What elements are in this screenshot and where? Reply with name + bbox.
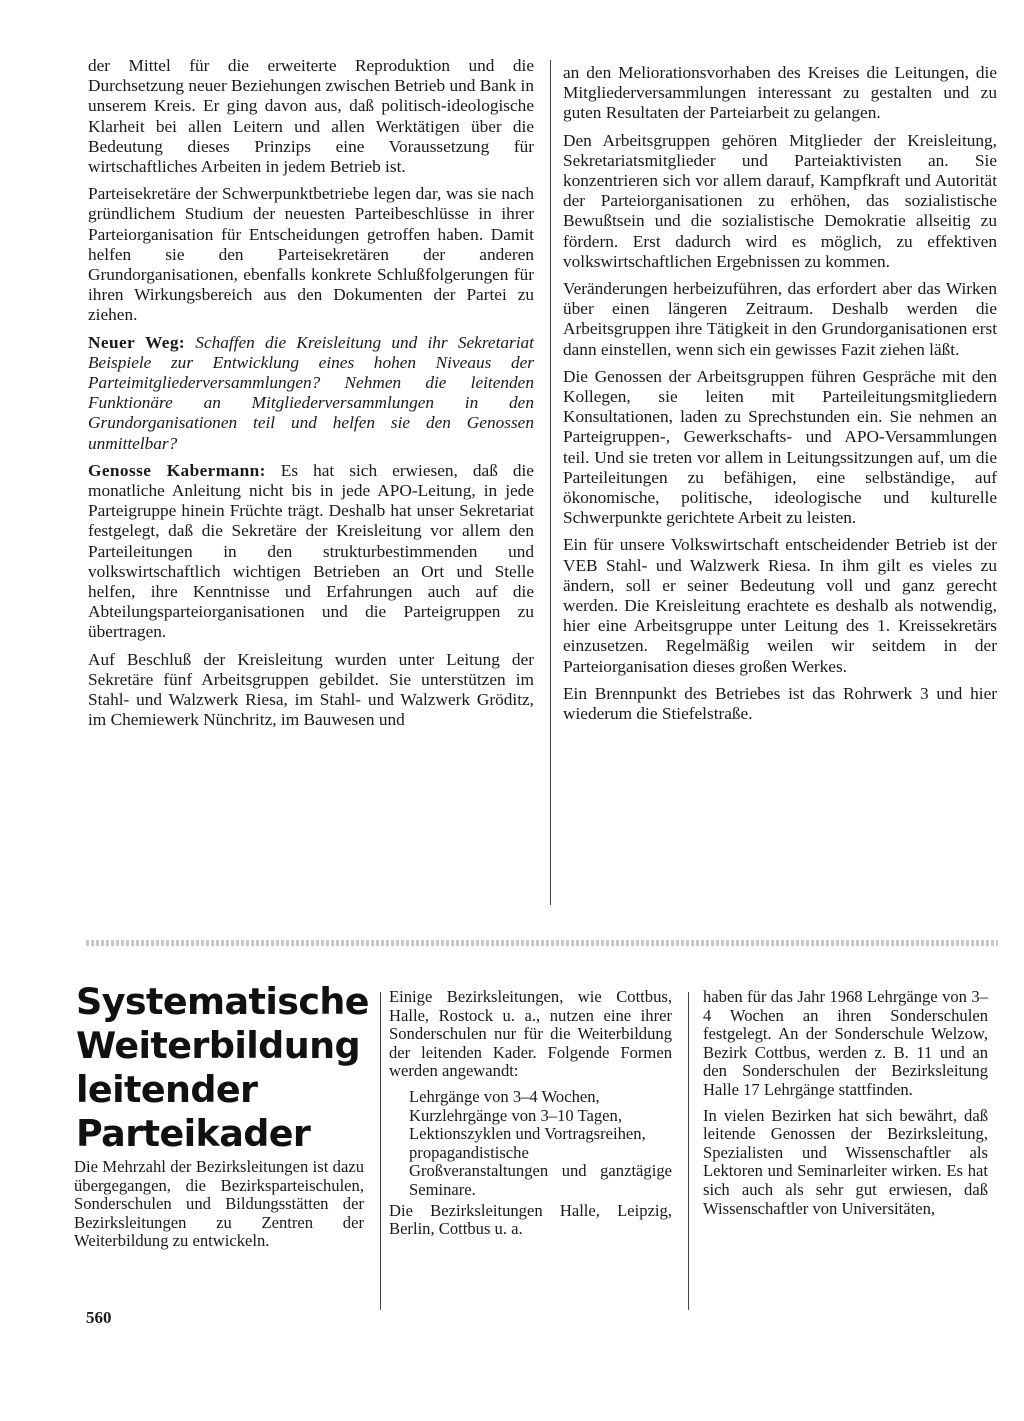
page-number: 560: [86, 1308, 112, 1327]
column-divider: [688, 992, 689, 1310]
list-item: Lektionszyklen und Vortragsreihen,: [409, 1124, 646, 1144]
article-headline: Systematische Weiterbildung leitender Parteikader: [76, 980, 369, 1155]
column-divider: [380, 992, 381, 1310]
list-item: propagandistische Großveranstaltungen und ganztägige Seminare.: [409, 1142, 672, 1199]
bottom-middle-column: [389, 988, 672, 1246]
answer-text: Es hat sich erwiesen, daß die monatliche Anleitung nicht bis in jede APO-Leitung, in jede Parteigruppe hinein Früchte trägt. Deshalb hat unser Sekretariat festgelegt, daß die Sekretäre der Kreisleitung vor allem den Parteileitungen in den strukturbestimmenden und volkswirtschaftlich wichtigen Betrieben an Ort und Stelle helfen, ihre Kenntnisse und Erfahrungen auch auf die Abteilungsparteiorganisationen und die Parteigruppen zu übertragen.: [88, 460, 534, 642]
paragraph: Auf Beschluß der Kreisleitung wurden unter Leitung der Sekretäre fünf Arbeitsgruppen gebildet. Sie unterstützen im Stahl- und Walzwerk Riesa, im Stahl- und Walzwerk Gröditz, im Chemiewerk Nünchritz, im Bauwesen und: [88, 649, 534, 730]
paragraph: haben für das Jahr 1968 Lehrgänge von 3–4 Wochen an ihren Sonderschulen festgelegt. An der Sonderschule Welzow, Bezirk Cottbus, werden z. B. 11 und an den Sonderschulen der Bezirksleitung Halle 17 Lehrgänge stattfinden.: [703, 987, 988, 1099]
list-item: Lehrgänge von 3–4 Wochen,: [409, 1086, 600, 1106]
paragraph: Ein Brennpunkt des Betriebes ist das Rohrwerk 3 und hier wiederum die Stiefelstraße.: [563, 683, 997, 724]
paragraph: der Mittel für die erweiterte Reproduktion und die Durchsetzung neuer Beziehungen zwischen Betrieb und Bank in unserem Kreis. Er ging davon aus, daß politisch-ideologische Klarheit bei allen Leitern und allen Werktätigen über die Bedeutung dieses Prinzips eine Voraussetzung für wirtschaftliches Arbeiten in jedem Betrieb ist.: [88, 56, 534, 177]
paragraph: Die Genossen der Arbeitsgruppen führen Gespräche mit den Kollegen, sie leiten mit Parteileitungsmitgliedern Konsultationen, laden zu Sprechstunden ein. Sie nehmen an Parteigruppen-, Gewerkschafts- und APO-Versammlungen teil. Und sie treten vor allem in Leitungssitzungen auf, um die Parteileitungen zu befähigen, eine selbständige, auf ökonomische, politische, ideologische und kulturelle Schwerpunkte gerichtete Arbeit zu leisten.: [563, 366, 997, 528]
paragraph: In vielen Bezirken hat sich bewährt, daß leitende Genossen der Bezirksleitung, Spezialisten und Wissenschaftler als Lektoren und Seminarleiter wirken. Es hat sich auch als sehr gut erwiesen, daß Wissenschaftler von Universitäten,: [703, 1105, 988, 1218]
section-separator: [86, 940, 998, 946]
forms-list: [409, 1088, 672, 1200]
question-text: Schaffen die Kreisleitung und ihr Sekretariat Beispiele zur Entwicklung eines hohen Niveaus der Parteimitgliederversammlungen? Nehmen die leitenden Funktionäre an Mitgliederversammlungen in den Grundorganisationen teil und helfen sie den Genossen unmittelbar?: [88, 332, 534, 453]
interview-answer: [88, 461, 534, 643]
list-item: Kurzlehrgänge von 3–10 Tagen,: [409, 1105, 622, 1125]
bottom-left-column: [74, 1158, 364, 1258]
paragraph: Den Arbeitsgruppen gehören Mitglieder der Kreisleitung, Sekretariatsmitglieder und Parteiaktivisten an. Sie konzentrieren sich vor allem darauf, Kampfkraft und Autorität der Parteiorganisationen zu erhöhen, das sozialistische Bewußtsein und die sozialistische Demokratie allseitig zu fördern. Erst dadurch wird es möglich, zu effektiven volkswirtschaftlichen Ergebnissen zu kommen.: [563, 130, 997, 271]
paragraph: Veränderungen herbeizuführen, das erfordert aber das Wirken über einen längeren Zeitraum. Deshalb werden die Arbeitsgruppen ihre Tätigkeit in den Grundorganisationen erst dann einstellen, wenn sich ein gewisses Fazit ziehen läßt.: [563, 279, 997, 359]
paragraph: Parteisekretäre der Schwerpunktbetriebe legen dar, was sie nach gründlichem Studium der neuesten Parteibeschlüsse in ihrer Parteiorganisation für Entscheidungen getroffen haben. Damit helfen sie den Parteisekretären der anderen Grundorganisationen, ebenfalls konkrete Schlußfolgerungen für ihren Wirkungsbereich aus den Dokumenten der Partei zu ziehen.: [88, 184, 534, 325]
paragraph: Die Bezirksleitungen Halle, Leipzig, Berlin, Cottbus u. a.: [389, 1200, 672, 1239]
paragraph: Ein für unsere Volkswirtschaft entscheidender Betrieb ist der VEB Stahl- und Walzwerk Riesa. In ihm gilt es vieles zu ändern, soll er seiner Bedeutung voll und ganz gerecht werden. Die Kreisleitung erachtete es deshalb als notwendig, hier eine Arbeitsgruppe unter Leitung des 1. Kreissekretärs einzusetzen. Regelmäßig weilen wir seitdem in der Parteiorganisation dieses großen Werkes.: [563, 535, 997, 676]
top-left-column: [88, 56, 534, 738]
paragraph: an den Meliorationsvorhaben des Kreises die Leitungen, die Mitgliederversammlungen interessant zu gestalten und zu guten Resultaten der Parteiarbeit zu gelangen.: [563, 63, 997, 123]
column-divider: [550, 60, 551, 905]
bottom-right-column: [703, 988, 988, 1225]
intro-paragraph: Die Mehrzahl der Bezirksleitungen ist dazu übergegangen, die Bezirksparteischulen, Sonderschulen und Bildungsstätten der Bezirksleitungen zu Zentren der Weiterbildung zu entwickeln.: [74, 1157, 364, 1251]
question-speaker: Neuer Weg:: [88, 332, 186, 352]
top-right-column: [563, 63, 997, 731]
paragraph: Einige Bezirksleitungen, wie Cottbus, Halle, Rostock u. a., nutzen eine ihrer Sonderschulen nur für die Weiterbildung der leitenden Kader. Folgende Formen werden angewandt:: [389, 987, 672, 1081]
interview-question: [88, 333, 534, 454]
answer-speaker: Genosse Kabermann:: [88, 460, 266, 480]
